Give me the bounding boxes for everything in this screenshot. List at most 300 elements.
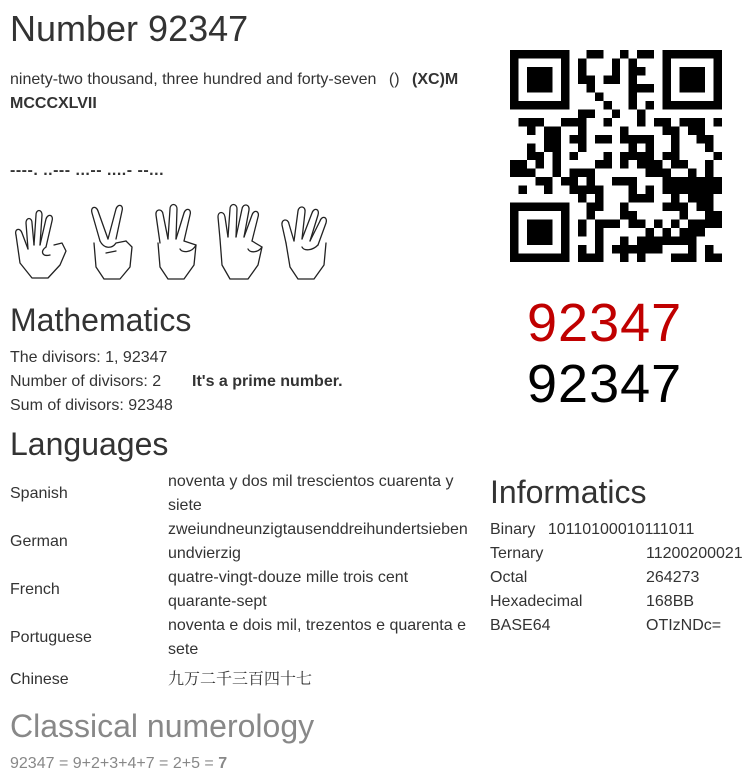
qr-module (586, 50, 594, 58)
qr-module (586, 211, 594, 219)
qr-module (697, 228, 705, 236)
qr-module (518, 160, 526, 168)
qr-module (697, 50, 705, 58)
qr-module (705, 203, 713, 211)
qr-module (646, 160, 654, 168)
qr-module (561, 75, 569, 83)
qr-module (688, 237, 696, 245)
qr-module (688, 67, 696, 75)
qr-module (620, 177, 628, 185)
qr-module (561, 245, 569, 253)
qr-module (586, 254, 594, 262)
qr-module (518, 118, 526, 126)
qr-module (578, 169, 586, 177)
qr-module (535, 75, 543, 83)
informatics-row (490, 542, 743, 566)
qr-module (705, 50, 713, 58)
qr-module (527, 152, 535, 160)
qr-module (629, 211, 637, 219)
qr-module (646, 245, 654, 253)
num-divisors-text: Number of divisors: 2 (10, 373, 162, 390)
qr-module (680, 84, 688, 92)
qr-module (561, 58, 569, 66)
qr-module (535, 101, 543, 109)
qr-module (629, 220, 637, 228)
qr-module (705, 169, 713, 177)
qr-module (569, 152, 577, 160)
qr-module (688, 84, 696, 92)
qr-module (578, 126, 586, 134)
qr-module (705, 143, 713, 151)
qr-module (680, 237, 688, 245)
qr-module (688, 254, 696, 262)
qr-module (595, 245, 603, 253)
qr-module (620, 245, 628, 253)
qr-module (680, 211, 688, 219)
big-number-red: 92347 (527, 293, 683, 353)
qr-module (671, 203, 679, 211)
qr-module (527, 75, 535, 83)
qr-module (510, 84, 518, 92)
qr-module (688, 101, 696, 109)
qr-module (637, 220, 645, 228)
qr-module (544, 143, 552, 151)
qr-module (637, 237, 645, 245)
binary-label: Binary (490, 521, 536, 538)
qr-code-icon (510, 50, 722, 262)
qr-module (637, 152, 645, 160)
qr-module (714, 75, 722, 83)
qr-module (518, 169, 526, 177)
qr-module (714, 186, 722, 194)
qr-module (603, 220, 611, 228)
qr-module (697, 203, 705, 211)
language-row (10, 566, 472, 614)
qr-module (663, 118, 671, 126)
qr-module (510, 211, 518, 219)
qr-module (527, 220, 535, 228)
qr-module (578, 135, 586, 143)
qr-module (688, 169, 696, 177)
qr-module (603, 75, 611, 83)
qr-module (663, 177, 671, 185)
qr-module (595, 50, 603, 58)
qr-module (714, 254, 722, 262)
qr-module (620, 211, 628, 219)
qr-module (620, 237, 628, 245)
qr-module (705, 177, 713, 185)
qr-module (527, 254, 535, 262)
informatics-row (490, 566, 743, 590)
qr-module (663, 152, 671, 160)
qr-module (578, 75, 586, 83)
numerology-formula-line (10, 752, 227, 776)
qr-module (646, 152, 654, 160)
qr-module (527, 228, 535, 236)
qr-module (527, 50, 535, 58)
qr-module (561, 118, 569, 126)
qr-module (586, 203, 594, 211)
language-row (10, 662, 472, 698)
qr-module (680, 50, 688, 58)
qr-module (654, 245, 662, 253)
qr-module (663, 126, 671, 134)
qr-module (629, 177, 637, 185)
qr-module (697, 186, 705, 194)
numerology-formula: 92347 = 9+2+3+4+7 = 2+5 = (10, 755, 219, 772)
qr-module (646, 50, 654, 58)
qr-module (586, 186, 594, 194)
hand-seven-icon (282, 207, 327, 279)
qr-module (697, 118, 705, 126)
qr-module (561, 84, 569, 92)
qr-module (578, 143, 586, 151)
qr-module (552, 143, 560, 151)
qr-module (629, 135, 637, 143)
informatics-value: 168BB (646, 593, 695, 610)
qr-module (544, 203, 552, 211)
qr-module (680, 118, 688, 126)
qr-module (705, 245, 713, 253)
informatics-value: OTIzNDc= (646, 617, 722, 634)
qr-module (705, 186, 713, 194)
qr-module (510, 67, 518, 75)
qr-module (663, 50, 671, 58)
hand-signs-svg (10, 203, 330, 281)
qr-module (697, 84, 705, 92)
qr-module (629, 92, 637, 100)
qr-module (578, 186, 586, 194)
qr-module (680, 177, 688, 185)
qr-module (578, 228, 586, 236)
qr-module (586, 177, 594, 185)
qr-module (637, 254, 645, 262)
qr-module (697, 220, 705, 228)
qr-module (671, 237, 679, 245)
qr-module (671, 126, 679, 134)
qr-module (671, 143, 679, 151)
qr-module (671, 186, 679, 194)
qr-module (595, 237, 603, 245)
languages-heading: Languages (10, 426, 169, 462)
qr-module (561, 92, 569, 100)
qr-module (688, 220, 696, 228)
qr-module (510, 237, 518, 245)
language-name: German (10, 533, 68, 550)
qr-module (527, 118, 535, 126)
informatics-row (490, 590, 743, 614)
qr-module (697, 126, 705, 134)
qr-module (578, 67, 586, 75)
qr-module (629, 245, 637, 253)
qr-module (646, 237, 654, 245)
qr-module (629, 152, 637, 160)
language-name: Chinese (10, 671, 69, 688)
qr-module (578, 109, 586, 117)
hand-two-icon (92, 205, 132, 279)
qr-code-svg (510, 50, 722, 262)
qr-module (680, 254, 688, 262)
qr-module (527, 143, 535, 151)
qr-module (510, 254, 518, 262)
qr-module (654, 220, 662, 228)
qr-module (586, 109, 594, 117)
qr-module (518, 254, 526, 262)
qr-module (552, 169, 560, 177)
qr-module (697, 177, 705, 185)
qr-module (620, 152, 628, 160)
qr-module (612, 67, 620, 75)
qr-module (544, 101, 552, 109)
informatics-heading: Informatics (490, 474, 647, 510)
hand-three-icon (156, 205, 196, 280)
qr-module (527, 84, 535, 92)
language-row (10, 614, 472, 662)
qr-module (535, 50, 543, 58)
languages-table (10, 470, 472, 698)
qr-module (561, 228, 569, 236)
qr-module (595, 92, 603, 100)
qr-module (561, 67, 569, 75)
mathematics-heading: Mathematics (10, 302, 192, 338)
qr-module (535, 160, 543, 168)
qr-module (569, 169, 577, 177)
qr-module (527, 101, 535, 109)
qr-module (714, 152, 722, 160)
qr-module (535, 203, 543, 211)
qr-module (697, 75, 705, 83)
qr-module (552, 160, 560, 168)
qr-module (561, 220, 569, 228)
qr-module (518, 50, 526, 58)
qr-module (603, 135, 611, 143)
qr-module (714, 118, 722, 126)
paren: () (388, 71, 400, 88)
qr-module (544, 126, 552, 134)
qr-module (552, 135, 560, 143)
qr-module (697, 67, 705, 75)
qr-module (510, 228, 518, 236)
qr-module (654, 237, 662, 245)
qr-module (552, 126, 560, 134)
qr-module (544, 135, 552, 143)
qr-module (620, 160, 628, 168)
roman-part1: (XC)M (412, 71, 459, 88)
qr-module (629, 75, 637, 83)
qr-module (663, 58, 671, 66)
qr-module (535, 254, 543, 262)
qr-module (637, 245, 645, 253)
qr-module (671, 220, 679, 228)
qr-module (510, 160, 518, 168)
qr-module (561, 177, 569, 185)
qr-module (535, 84, 543, 92)
qr-module (510, 92, 518, 100)
informatics-value: 264273 (646, 569, 700, 586)
qr-module (586, 169, 594, 177)
qr-module (714, 101, 722, 109)
informatics-row (490, 614, 743, 638)
qr-module (671, 160, 679, 168)
qr-module (561, 203, 569, 211)
informatics-key: Ternary (490, 545, 544, 562)
qr-module (544, 186, 552, 194)
qr-module (714, 220, 722, 228)
qr-module (646, 169, 654, 177)
qr-module (595, 228, 603, 236)
qr-module (561, 254, 569, 262)
qr-module (663, 84, 671, 92)
divisors-text: The divisors: 1, 92347 (10, 349, 168, 366)
qr-module (697, 135, 705, 143)
qr-module (646, 143, 654, 151)
qr-module (714, 92, 722, 100)
qr-module (595, 135, 603, 143)
qr-module (705, 254, 713, 262)
qr-module (527, 169, 535, 177)
qr-module (646, 186, 654, 194)
qr-module (535, 67, 543, 75)
qr-module (629, 101, 637, 109)
qr-module (578, 220, 586, 228)
qr-module (603, 160, 611, 168)
qr-module (544, 50, 552, 58)
qr-module (680, 203, 688, 211)
qr-module (671, 101, 679, 109)
language-name: Spanish (10, 485, 68, 502)
qr-module (671, 50, 679, 58)
qr-module (629, 84, 637, 92)
qr-module (595, 160, 603, 168)
informatics-key: BASE64 (490, 617, 551, 634)
qr-module (671, 254, 679, 262)
qr-module (569, 118, 577, 126)
qr-module (688, 118, 696, 126)
qr-module (646, 228, 654, 236)
informatics-value: 11200200021 (646, 545, 743, 562)
qr-module (518, 101, 526, 109)
qr-module (637, 84, 645, 92)
qr-module (663, 169, 671, 177)
qr-module (552, 152, 560, 160)
qr-module (714, 211, 722, 219)
qr-module (518, 186, 526, 194)
qr-module (535, 237, 543, 245)
language-text: 九万二千三百四十七 (168, 671, 313, 688)
qr-module (637, 194, 645, 202)
qr-module (510, 75, 518, 83)
qr-module (535, 220, 543, 228)
qr-module (544, 67, 552, 75)
qr-module (663, 203, 671, 211)
qr-module (688, 186, 696, 194)
qr-module (544, 75, 552, 83)
qr-module (569, 135, 577, 143)
qr-module (552, 203, 560, 211)
number-words: ninety-two thousand, three hundred and forty-seven (10, 71, 377, 88)
qr-module (663, 92, 671, 100)
qr-module (629, 67, 637, 75)
qr-module (620, 135, 628, 143)
qr-module (680, 75, 688, 83)
qr-module (629, 58, 637, 66)
qr-module (637, 135, 645, 143)
qr-module (680, 101, 688, 109)
qr-module (595, 254, 603, 262)
qr-module (637, 109, 645, 117)
qr-module (620, 126, 628, 134)
sum-divisors-text: Sum of divisors: 92348 (10, 397, 173, 414)
qr-module (595, 186, 603, 194)
prime-note: It's a prime number. (192, 373, 343, 390)
qr-module (569, 186, 577, 194)
qr-module (671, 135, 679, 143)
qr-module (527, 67, 535, 75)
qr-module (705, 211, 713, 219)
qr-module (603, 152, 611, 160)
qr-module (535, 177, 543, 185)
hand-nine-icon (16, 211, 66, 279)
qr-module (646, 84, 654, 92)
page-title: Number 92347 (10, 8, 249, 49)
qr-module (637, 50, 645, 58)
qr-module (561, 50, 569, 58)
qr-module (595, 194, 603, 202)
qr-module (663, 228, 671, 236)
qr-module (510, 245, 518, 253)
language-row (10, 470, 472, 518)
qr-module (637, 67, 645, 75)
qr-module (544, 254, 552, 262)
qr-module (663, 186, 671, 194)
qr-module (697, 194, 705, 202)
qr-module (535, 228, 543, 236)
qr-module (688, 228, 696, 236)
qr-module (569, 177, 577, 185)
language-text: quatre-vingt-douze mille trois cent quarante-sept (168, 569, 409, 610)
qr-module (578, 194, 586, 202)
qr-module (561, 211, 569, 219)
informatics-table (490, 542, 743, 638)
binary-row (490, 518, 694, 542)
qr-module (629, 143, 637, 151)
big-number-black: 92347 (527, 354, 683, 414)
qr-module (705, 194, 713, 202)
qr-module (705, 101, 713, 109)
qr-module (620, 50, 628, 58)
qr-module (646, 194, 654, 202)
qr-module (510, 169, 518, 177)
qr-module (612, 75, 620, 83)
qr-module (578, 254, 586, 262)
qr-module (612, 220, 620, 228)
qr-module (671, 152, 679, 160)
qr-module (510, 101, 518, 109)
qr-module (654, 169, 662, 177)
morse-code: ----. ..--- ...-- ....- --... (10, 162, 165, 179)
qr-module (552, 101, 560, 109)
qr-module (714, 84, 722, 92)
language-text: noventa y dos mil trescientos cuarenta y siete (168, 473, 454, 514)
qr-module (552, 254, 560, 262)
informatics-key: Hexadecimal (490, 593, 583, 610)
qr-module (510, 203, 518, 211)
qr-module (680, 228, 688, 236)
qr-module (646, 135, 654, 143)
qr-module (561, 101, 569, 109)
qr-module (705, 160, 713, 168)
qr-module (671, 194, 679, 202)
